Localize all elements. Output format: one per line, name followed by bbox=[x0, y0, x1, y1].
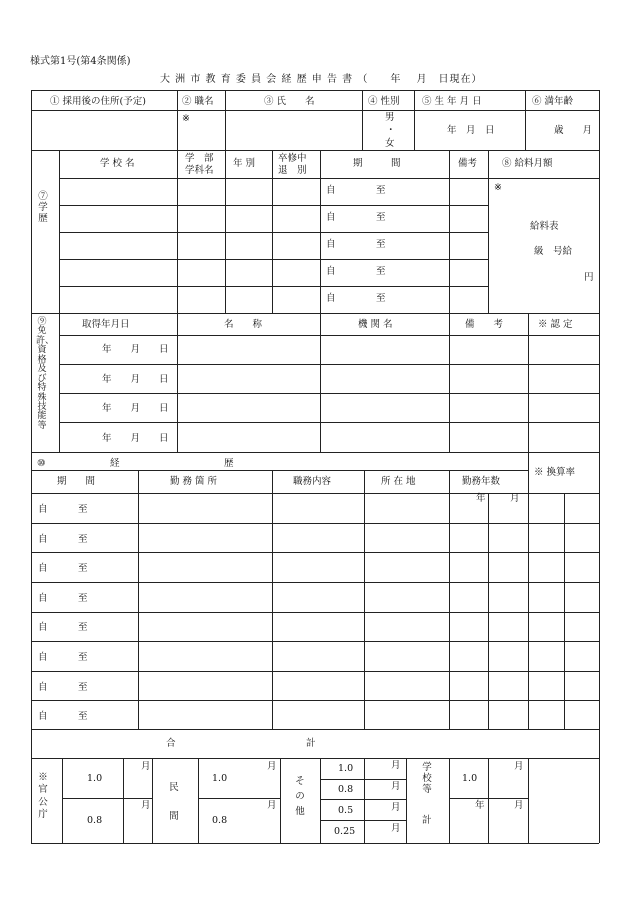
grid-line bbox=[31, 612, 599, 613]
grid-line bbox=[406, 758, 407, 843]
grid-line bbox=[59, 364, 599, 365]
career-month-unit: 月 bbox=[510, 493, 520, 504]
edu-period-from[interactable]: 自 bbox=[326, 185, 336, 196]
document-title: 大 洲 市 教 育 委 員 会 経 歴 申 告 書 （ 年 月 日現在） bbox=[160, 74, 483, 85]
grid-line bbox=[320, 313, 321, 452]
career-period-to[interactable]: 至 bbox=[78, 652, 88, 663]
career-year-unit: 年 bbox=[476, 493, 486, 504]
grid-line bbox=[31, 150, 599, 151]
grid-line bbox=[31, 313, 599, 314]
other-label: その他 bbox=[295, 776, 305, 818]
grid-line bbox=[528, 452, 529, 729]
edu-col-school: 学 校 名 bbox=[100, 158, 135, 169]
grid-line bbox=[59, 259, 488, 260]
grid-line bbox=[528, 313, 529, 452]
career-period-to[interactable]: 至 bbox=[78, 504, 88, 515]
grid-line bbox=[31, 523, 599, 524]
career-period-from[interactable]: 自 bbox=[38, 563, 48, 575]
grid-line bbox=[31, 729, 599, 730]
private-month-1: 月 bbox=[267, 761, 277, 772]
career-period-to[interactable]: 至 bbox=[78, 711, 88, 723]
grid-line bbox=[488, 758, 489, 843]
grid-line bbox=[320, 779, 406, 780]
career-period-to[interactable]: 至 bbox=[78, 681, 88, 693]
grid-line bbox=[177, 150, 178, 313]
grid-line bbox=[362, 90, 363, 150]
lic-col-date: 取得年月日 bbox=[82, 319, 130, 330]
grid-line bbox=[59, 335, 599, 336]
grid-line bbox=[364, 470, 365, 729]
grid-line bbox=[449, 758, 450, 843]
career-period-to[interactable]: 至 bbox=[78, 592, 88, 604]
salary-grade-label: 級 号給 bbox=[534, 246, 573, 257]
license-date-field[interactable]: 年 月 日 bbox=[102, 344, 169, 355]
school-month: 月 bbox=[514, 761, 524, 772]
edu-col-dept-2: 学科名 bbox=[185, 165, 214, 176]
edu-period-to[interactable]: 至 bbox=[376, 239, 386, 250]
lic-col-note: 備 考 bbox=[465, 319, 504, 330]
career-conversion-header: ※ 換算率 bbox=[534, 467, 576, 478]
total-label-1: 合 bbox=[166, 738, 176, 749]
edu-period-from[interactable]: 自 bbox=[326, 212, 336, 223]
career-period-from[interactable]: 自 bbox=[38, 652, 48, 663]
grid-line bbox=[59, 393, 599, 394]
career-col-workplace: 勤 務 箇 所 bbox=[170, 476, 218, 487]
grid-line bbox=[31, 641, 599, 642]
grid-line bbox=[59, 313, 60, 452]
grid-line bbox=[449, 470, 450, 729]
name-header: ③ 氏 名 bbox=[264, 96, 315, 107]
other-month-4: 月 bbox=[391, 823, 401, 834]
other-rate-05: 0.5 bbox=[338, 805, 354, 816]
salary-mark: ※ bbox=[494, 182, 502, 193]
other-month-3: 月 bbox=[391, 802, 401, 813]
grid-line bbox=[177, 313, 178, 452]
license-date-field[interactable]: 年 月 日 bbox=[102, 403, 169, 414]
public-office-label: ※官公庁 bbox=[38, 772, 48, 821]
edu-col-period: 期 間 bbox=[353, 158, 401, 169]
grid-line bbox=[528, 758, 529, 843]
edu-period-to[interactable]: 至 bbox=[376, 266, 386, 277]
grid-line bbox=[225, 150, 226, 313]
grid-line bbox=[31, 700, 599, 701]
grid-line bbox=[320, 150, 321, 313]
school-label: 学校等 bbox=[422, 762, 432, 795]
grid-line bbox=[62, 798, 152, 799]
position-header: ② 職名 bbox=[182, 96, 214, 107]
career-period-from[interactable]: 自 bbox=[38, 711, 48, 723]
other-rate-10: 1.0 bbox=[338, 763, 354, 774]
grid-line bbox=[320, 758, 321, 843]
grid-line bbox=[225, 90, 226, 150]
grid-line bbox=[31, 452, 599, 453]
license-date-field[interactable]: 年 月 日 bbox=[102, 373, 169, 385]
career-period-from[interactable]: 自 bbox=[38, 504, 48, 515]
license-date-field[interactable]: 年 月 日 bbox=[102, 432, 169, 444]
grid-line bbox=[599, 90, 600, 843]
grid-line bbox=[320, 799, 406, 800]
other-month-1: 月 bbox=[391, 760, 401, 771]
grid-line bbox=[272, 150, 273, 313]
grid-line bbox=[31, 843, 599, 844]
grid-line bbox=[414, 90, 415, 150]
edu-period-to[interactable]: 至 bbox=[376, 185, 386, 196]
salary-yen: 円 bbox=[584, 272, 594, 283]
address-header: ① 採用後の住所(予定) bbox=[50, 96, 146, 107]
edu-col-note: 備考 bbox=[458, 158, 478, 169]
gender-header: ④ 性別 bbox=[368, 96, 400, 107]
grid-line bbox=[62, 758, 63, 843]
birth-header: ⑤ 生 年 月 日 bbox=[422, 96, 482, 107]
edu-col-status-2: 退 別 bbox=[278, 165, 307, 176]
grid-line bbox=[31, 582, 599, 583]
public-month-1: 月 bbox=[141, 761, 151, 772]
public-month-2: 月 bbox=[141, 800, 151, 811]
grid-line bbox=[31, 470, 528, 471]
edu-col-status-1: 卒修中 bbox=[278, 153, 307, 164]
age-header: ⑥ 満年齢 bbox=[532, 96, 574, 107]
age-field[interactable]: 歳 月 bbox=[554, 125, 593, 136]
grid-line bbox=[488, 493, 489, 729]
grid-line bbox=[31, 110, 599, 111]
edu-period-from[interactable]: 自 bbox=[326, 239, 336, 250]
form-number: 様式第1号(第4条関係) bbox=[30, 56, 131, 67]
total-month: 月 bbox=[514, 800, 524, 811]
edu-period-to[interactable]: 至 bbox=[376, 293, 386, 304]
grid-line bbox=[177, 90, 178, 150]
career-col-duty: 職務内容 bbox=[293, 476, 332, 487]
grid-line bbox=[59, 232, 488, 233]
career-period-to[interactable]: 至 bbox=[78, 533, 88, 545]
grid-line bbox=[31, 90, 599, 91]
private-label: 民間 bbox=[169, 782, 179, 822]
grid-line bbox=[488, 150, 489, 313]
lic-col-cert: ※ 認 定 bbox=[538, 319, 573, 330]
other-rate-025: 0.25 bbox=[334, 826, 356, 837]
grid-line bbox=[280, 758, 281, 843]
career-col-period: 期 間 bbox=[57, 476, 96, 487]
grid-line bbox=[449, 798, 528, 799]
grid-line bbox=[364, 758, 365, 843]
grid-line bbox=[59, 150, 60, 313]
edu-period-from[interactable]: 自 bbox=[326, 266, 336, 277]
grid-line bbox=[320, 820, 406, 821]
career-col-location: 所 在 地 bbox=[381, 476, 416, 487]
career-section-label: 経 歴 bbox=[110, 458, 234, 469]
school-rate-10: 1.0 bbox=[462, 773, 478, 784]
position-mark: ※ bbox=[182, 113, 190, 124]
career-col-years: 勤務年数 bbox=[462, 476, 501, 487]
public-rate-08: 0.8 bbox=[87, 815, 103, 826]
private-rate-10: 1.0 bbox=[212, 773, 228, 784]
lic-col-org: 機 関 名 bbox=[358, 319, 393, 330]
salary-header: ⑧ 給料月額 bbox=[502, 158, 553, 169]
grid-line bbox=[59, 205, 488, 206]
edu-col-dept-1: 学 部 bbox=[185, 153, 214, 164]
total-year: 年 bbox=[475, 800, 485, 811]
gender-male: 男 bbox=[385, 112, 395, 123]
grid-line bbox=[564, 493, 565, 729]
education-section-label: ⑦学歴 bbox=[38, 191, 48, 224]
other-month-2: 月 bbox=[391, 781, 401, 792]
birth-date-field[interactable]: 年 月 日 bbox=[447, 125, 495, 136]
career-period-from[interactable]: 自 bbox=[38, 681, 48, 693]
grid-line bbox=[138, 470, 139, 729]
career-period-from[interactable]: 自 bbox=[38, 622, 48, 634]
private-rate-08: 0.8 bbox=[212, 815, 228, 826]
grid-line bbox=[449, 150, 450, 313]
gender-dot: ・ bbox=[386, 125, 396, 136]
career-period-from[interactable]: 自 bbox=[38, 533, 48, 545]
grid-line bbox=[31, 671, 599, 672]
grid-line bbox=[525, 90, 526, 150]
grid-line bbox=[31, 552, 599, 553]
license-section-label: ⑨免許、資格及び特殊技能等 bbox=[36, 317, 55, 431]
edu-period-to[interactable]: 至 bbox=[376, 212, 386, 223]
edu-col-year: 年 別 bbox=[233, 158, 256, 169]
grid-line bbox=[59, 422, 599, 423]
grid-line bbox=[152, 758, 153, 843]
public-rate-10: 1.0 bbox=[87, 773, 103, 784]
career-section-num: ⑩ bbox=[37, 458, 46, 469]
lic-col-name: 名 称 bbox=[224, 319, 263, 330]
other-rate-08: 0.8 bbox=[338, 784, 354, 795]
private-month-2: 月 bbox=[267, 800, 277, 811]
school-total-label: 計 bbox=[422, 815, 432, 826]
grid-line bbox=[59, 286, 488, 287]
grid-line bbox=[123, 758, 124, 843]
salary-table-label: 給料表 bbox=[530, 221, 559, 232]
career-period-from[interactable]: 自 bbox=[38, 592, 48, 604]
career-period-to[interactable]: 至 bbox=[78, 563, 88, 575]
grid-line bbox=[59, 178, 599, 179]
total-label-2: 計 bbox=[306, 738, 316, 749]
edu-period-from[interactable]: 自 bbox=[326, 293, 336, 304]
grid-line bbox=[449, 313, 450, 452]
career-period-to[interactable]: 至 bbox=[78, 622, 88, 634]
grid-line bbox=[198, 798, 280, 799]
grid-line bbox=[31, 90, 32, 843]
gender-female: 女 bbox=[385, 138, 395, 149]
grid-line bbox=[31, 758, 599, 759]
grid-line bbox=[198, 758, 199, 843]
grid-line bbox=[272, 470, 273, 729]
